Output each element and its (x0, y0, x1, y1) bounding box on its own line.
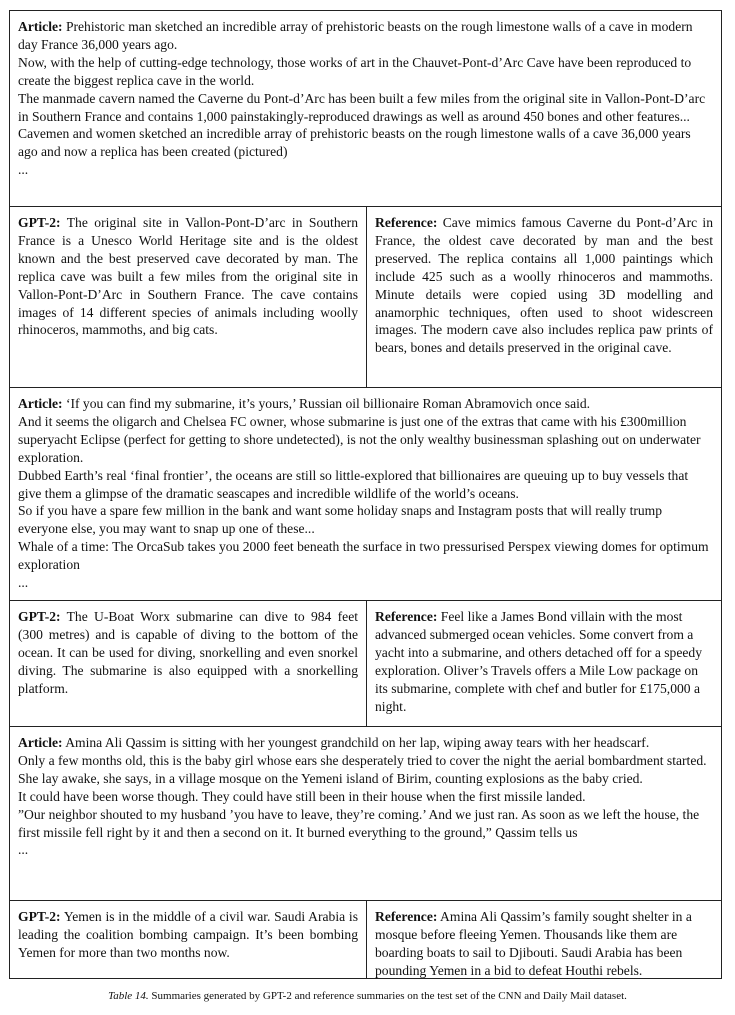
reference-label: Reference: (375, 215, 438, 230)
article-paragraph (18, 18, 713, 54)
article-paragraph: It could have been worse though. They could have still been in their house when the first missile landed. (18, 788, 586, 804)
article-ellipsis: ... (18, 575, 29, 591)
gpt2-label: GPT-2: (18, 909, 61, 924)
article-paragraph: And it seems the oligarch and Chelsea FC owner, whose submarine is just one of the extras that came with his £300million superyacht Eclipse (perfect for getting to shore undetected), is not the only wealthy businessman splashing out on underwater exploration. (18, 413, 701, 465)
article-cell-1 (10, 11, 721, 206)
article-paragraph: Now, with the help of cutting-edge technology, those works of art in the Chauvet-Pont-d’Arc Cave have been reproduced to create the biggest replica cave in the world. (18, 54, 692, 88)
article-cell-2 (10, 388, 721, 600)
gpt2-summary (18, 908, 358, 962)
gpt2-summary (18, 214, 358, 339)
article-row-3 (10, 726, 721, 900)
article-text: Amina Ali Qassim is sitting with her youngest grandchild on her lap, wiping away tears with her headscarf. (65, 735, 650, 750)
article-paragraph: Cavemen and women sketched an incredible array of prehistoric beasts on the rough limestone walls of a cave 36,000 years ago and now a replica has been created (pictured) (18, 126, 691, 160)
article-ellipsis: ... (18, 162, 29, 178)
table-number: Table 14. (108, 990, 149, 1002)
summary-row-2 (10, 600, 721, 726)
reference-cell-2 (367, 601, 721, 726)
gpt2-text: The original site in Vallon-Pont-D’arc in Southern France is a Unesco World Heritage site and is the oldest known and the best preserved cave decorated by man. The replica cave was built a few miles from the original site in Vallon-Pont-D’Arc in Southern France. The cave contains images of 14 different species of animals including woolly rhinoceros, mammoths, and big cats. (18, 215, 358, 338)
gpt2-label: GPT-2: (18, 609, 61, 624)
article-row-1 (10, 11, 721, 206)
reference-summary (375, 608, 713, 715)
gpt2-summary (18, 608, 358, 698)
article-paragraph (18, 395, 713, 413)
article-paragraph: Whale of a time: The OrcaSub takes you 2000 feet beneath the surface in two pressurised Perspex viewing domes for optimum exploration (18, 539, 709, 573)
reference-summary (375, 214, 713, 357)
article-paragraph: Dubbed Earth’s real ‘final frontier’, the oceans are still so little-explored that billionaires are queuing up to buy vessels that give them a glimpse of the dramatic seascapes and incredible wildlife of the world’s oceans. (18, 467, 689, 501)
article-text: Prehistoric man sketched an incredible array of prehistoric beasts on the rough limestone walls of a cave in modern day France 36,000 years ago. (18, 19, 693, 52)
article-text: ‘If you can find my submarine, it’s yours,’ Russian oil billionaire Roman Abramovich once said. (65, 396, 591, 411)
reference-text: Amina Ali Qassim’s family sought shelter in a mosque before fleeing Yemen. Thousands like them are boarding boats to sail to Djibouti. Saudi Arabia has been pounding Yemen in a bid to defeat Houthi rebels. (375, 909, 692, 978)
article-label: Article: (18, 19, 63, 34)
article-paragraph: The manmade cavern named the Caverne du Pont-d’Arc has been built a few miles from the original site in Vallon-Pont-D’arc in Southern France and contains 1,000 painstakingly-reproduced drawings as well as around 450 bones and other features... (18, 90, 706, 124)
article-paragraph: Only a few months old, this is the baby girl whose ears she desperately tried to cover the night the aerial bombardment started. She lay awake, she says, in a village mosque on the Yemeni island of Birim, counting explosions as the baby cried. (18, 752, 707, 786)
article-paragraph: So if you have a spare few million in the bank and want some holiday snaps and Instagram posts that will really trump everyone else, you may want to snap up one of these... (18, 503, 663, 537)
reference-cell-3 (367, 901, 721, 978)
reference-text: Feel like a James Bond villain with the most advanced submerged ocean vehicles. Some convert from a yacht into a submarine, and others detached off for a speedy exploration. Oliver’s Travels offers a Mile Low package on its submarine, complete with chef and butler for £175,000 a night. (375, 609, 703, 714)
gpt2-cell-2 (10, 601, 367, 726)
article-ellipsis: ... (18, 842, 29, 858)
table-caption (0, 989, 735, 1003)
reference-cell-1 (367, 207, 721, 387)
article-label: Article: (18, 396, 63, 411)
reference-label: Reference: (375, 609, 438, 624)
reference-text: Cave mimics famous Caverne du Pont-d’Arc in France, the oldest cave decorated by man and the best preserved. The replica contains all 1,000 paintings which include 425 such as a woolly rhinoceros and mammoths. Minute details were copied using 3D modelling and anamorphic techniques, often used to shoot widescreen images. The modern cave also includes replica paw prints of bears, bones and details preserved in the original cave. (375, 215, 713, 356)
article-row-2 (10, 387, 721, 600)
summary-row-1 (10, 206, 721, 387)
gpt2-text: The U-Boat Worx submarine can dive to 984 feet (300 metres) and is capable of diving to the bottom of the ocean. It can be used for diving, snorkelling and even snorkel diving. The submarine is also equipped with a snorkelling platform. (18, 609, 359, 696)
gpt2-cell-3 (10, 901, 367, 978)
article-cell-3 (10, 727, 721, 900)
gpt2-text: Yemen is in the middle of a civil war. Saudi Arabia is leading the coalition bombing campaign. It’s been bombing Yemen for more than two months now. (18, 909, 358, 960)
reference-label: Reference: (375, 909, 438, 924)
article-label: Article: (18, 735, 63, 750)
gpt2-cell-1 (10, 207, 367, 387)
summaries-table (9, 10, 722, 979)
gpt2-label: GPT-2: (18, 215, 61, 230)
article-paragraph (18, 734, 713, 752)
caption-text: Summaries generated by GPT-2 and reference summaries on the test set of the CNN and Daily Mail dataset. (151, 990, 627, 1002)
summary-row-3 (10, 900, 721, 978)
article-paragraph: ”Our neighbor shouted to my husband ’you have to leave, they’re coming.’ And we just ran. As soon as we left the house, the first missile fell right by it and then a second on it. It burned everything to the ground,” Qassim tells us (18, 806, 700, 840)
reference-summary (375, 908, 713, 980)
